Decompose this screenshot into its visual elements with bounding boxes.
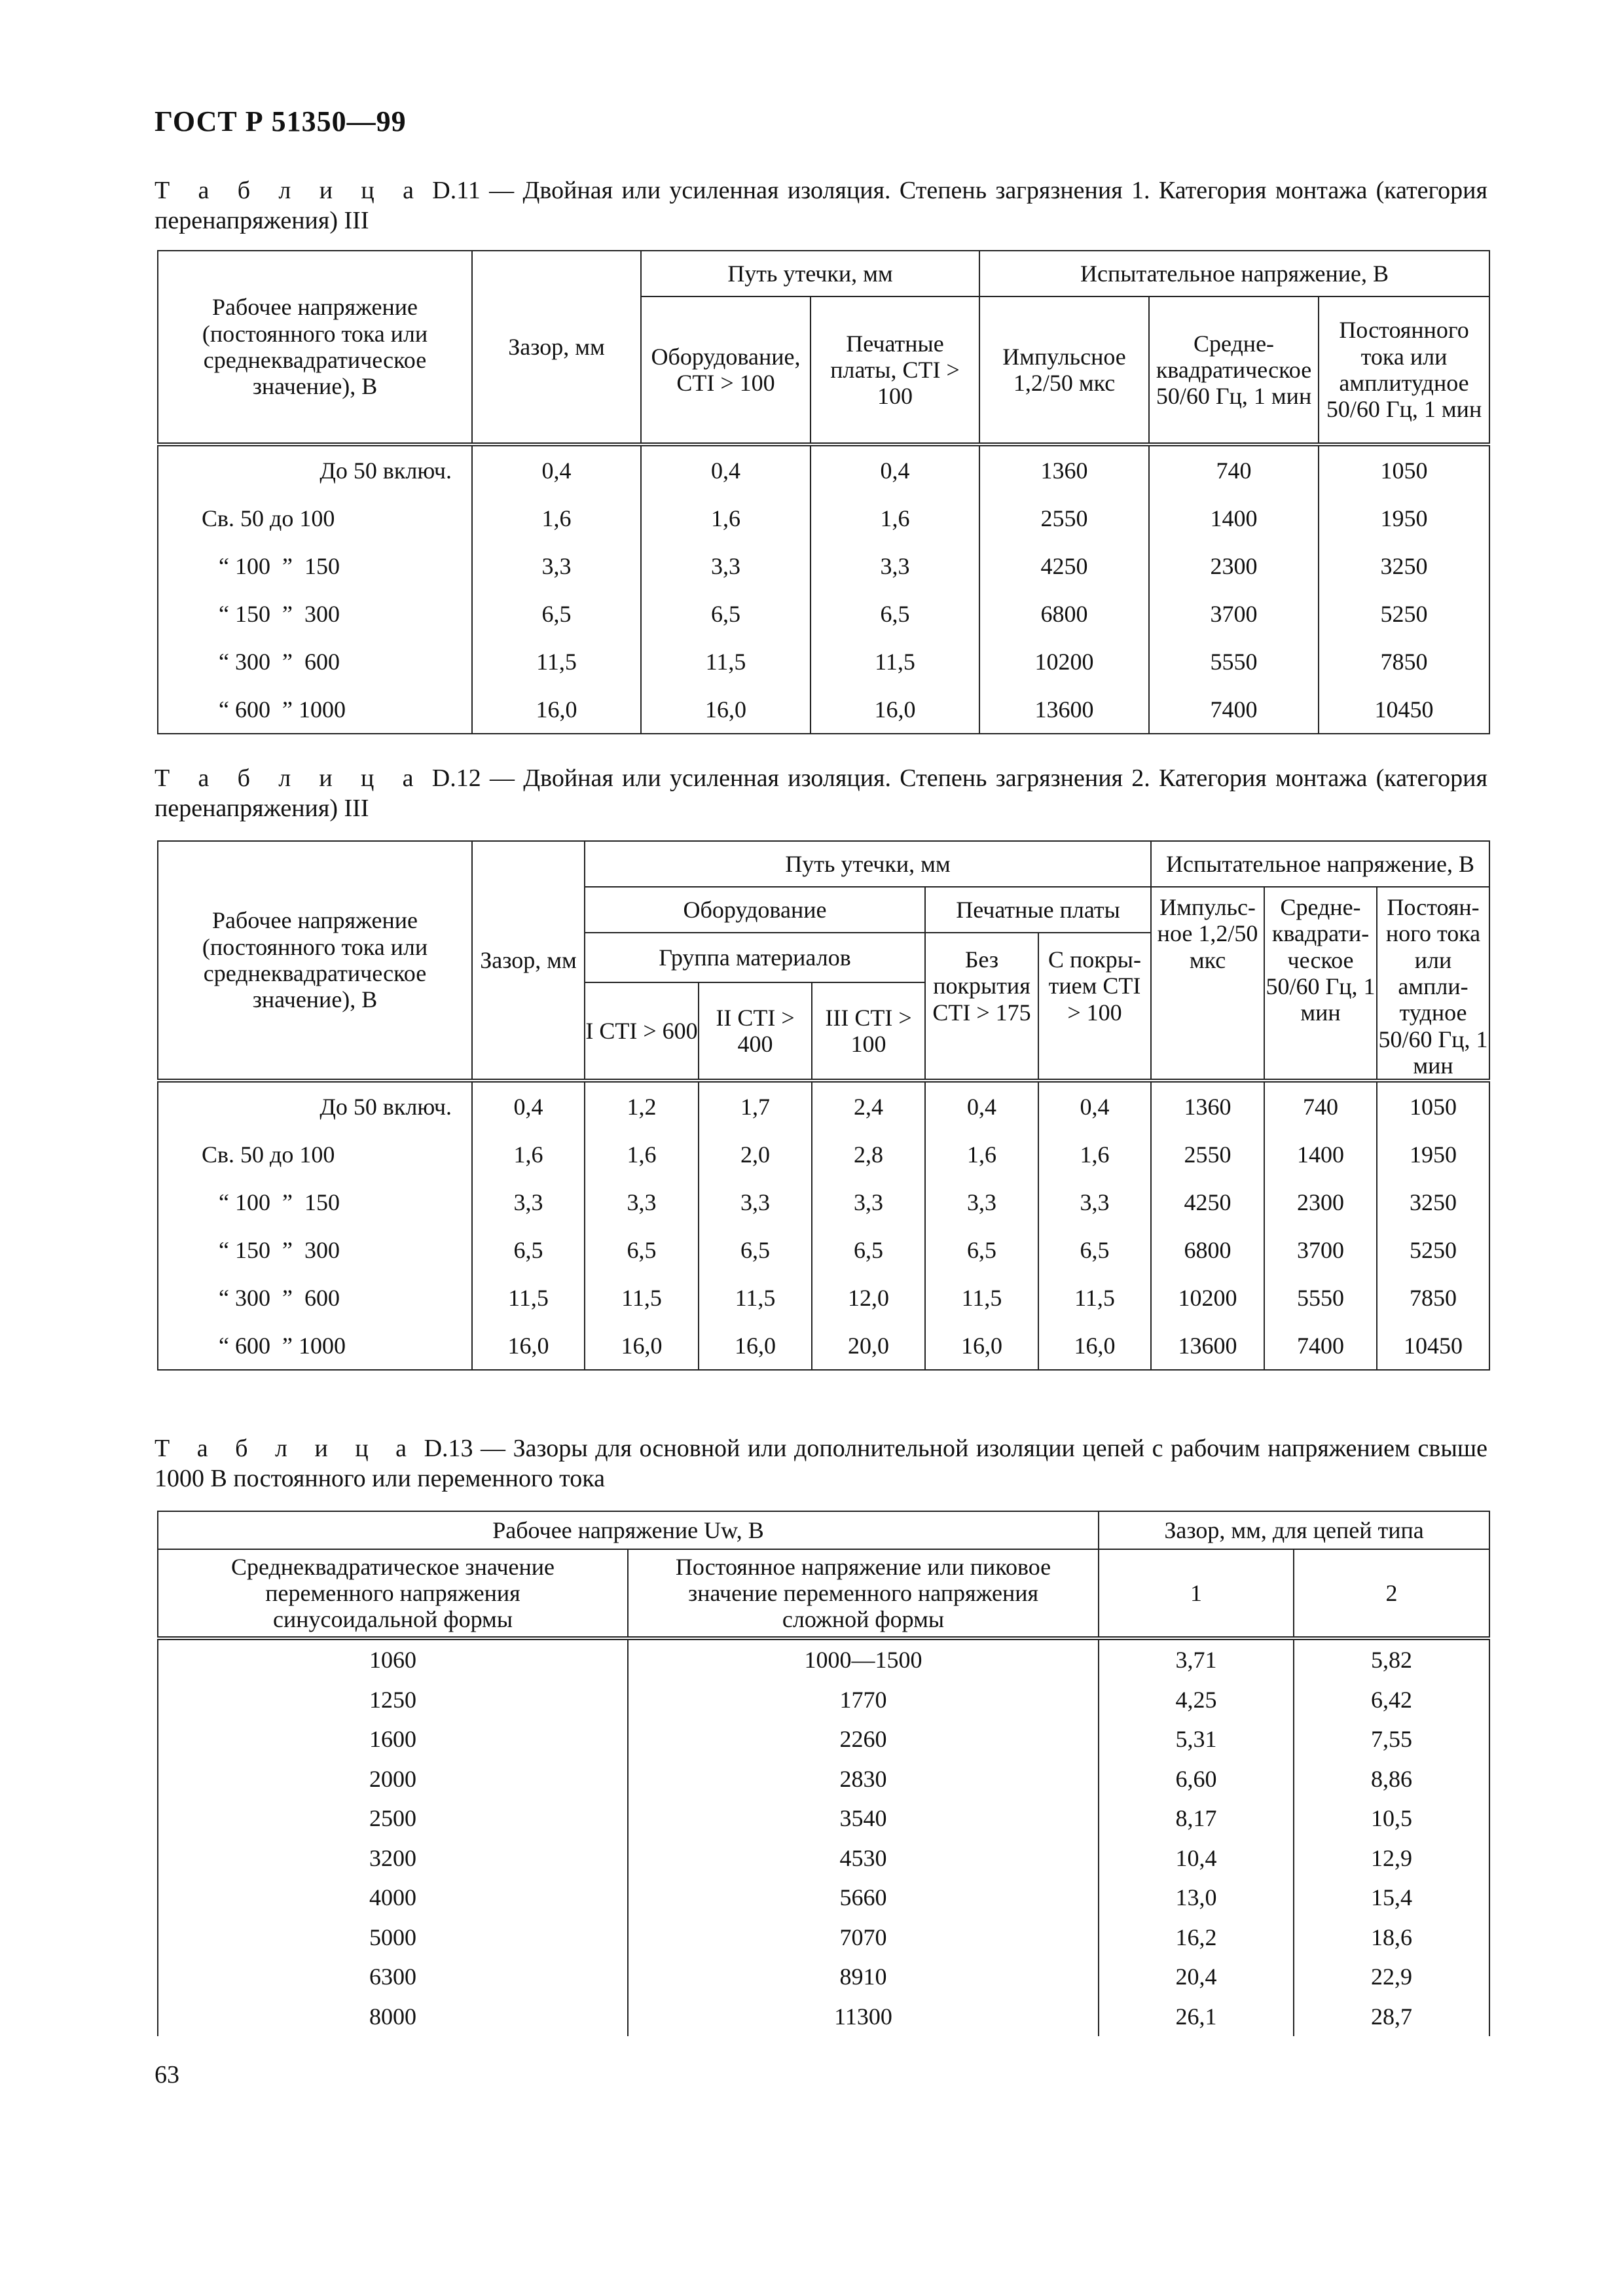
cell-type2: 18,6 xyxy=(1294,1918,1489,1958)
cell: 5250 xyxy=(1377,1226,1489,1274)
cell-type1: 6,60 xyxy=(1099,1759,1294,1799)
table-d11 xyxy=(157,250,1490,734)
header-group-3: III CTI > 100 xyxy=(812,982,925,1081)
table-row xyxy=(158,1321,1489,1370)
header-test-voltage: Испытательное напряжение, В xyxy=(1151,841,1489,887)
cell: 0,4 xyxy=(811,444,979,494)
cell-type2: 22,9 xyxy=(1294,1957,1489,1997)
cell-peak: 8910 xyxy=(628,1957,1099,1997)
header-type-2: 2 xyxy=(1294,1549,1489,1638)
cell-peak: 11300 xyxy=(628,1997,1099,2037)
cell: 16,0 xyxy=(472,685,641,734)
cell: 3,3 xyxy=(472,1178,585,1226)
table-row xyxy=(158,1799,1489,1839)
cell: 6800 xyxy=(1151,1226,1264,1274)
table-row xyxy=(158,637,1489,685)
cell: 11,5 xyxy=(472,637,641,685)
cell: 6800 xyxy=(979,590,1149,637)
header-material-group: Группа материалов xyxy=(585,933,925,982)
cell: 10200 xyxy=(1151,1274,1264,1321)
cell: 16,0 xyxy=(925,1321,1038,1370)
header-rms: Средне-квадратическое 50/60 Гц, 1 мин xyxy=(1149,296,1319,444)
header-dc: Постоян-ного тока или ампли-тудное 50/60 Гц, 1 мин xyxy=(1377,887,1489,1081)
page-number: 63 xyxy=(155,2061,179,2089)
table-row xyxy=(158,1878,1489,1918)
cell-rms: 5000 xyxy=(158,1918,628,1958)
table-row xyxy=(158,1759,1489,1799)
header-gap: Зазор, мм xyxy=(472,251,641,444)
table-row xyxy=(158,1719,1489,1759)
cell: 740 xyxy=(1264,1081,1377,1130)
table-row xyxy=(158,542,1489,590)
cell: 2300 xyxy=(1149,542,1319,590)
cell-type1: 26,1 xyxy=(1099,1997,1294,2037)
cell: 6,5 xyxy=(925,1226,1038,1274)
cell: 3,3 xyxy=(1038,1178,1151,1226)
cell: 6,5 xyxy=(812,1226,925,1274)
cell: 11,5 xyxy=(699,1274,812,1321)
cell: 7400 xyxy=(1149,685,1319,734)
cell: 1360 xyxy=(979,444,1149,494)
row-voltage: “ 300 ” 600 xyxy=(158,637,472,685)
cell: 10450 xyxy=(1319,685,1489,734)
row-voltage: До 50 включ. xyxy=(158,444,472,494)
cell: 3,3 xyxy=(472,542,641,590)
cell: 16,0 xyxy=(811,685,979,734)
cell-type1: 10,4 xyxy=(1099,1839,1294,1878)
table-row xyxy=(158,494,1489,542)
cell: 3250 xyxy=(1377,1178,1489,1226)
cell: 11,5 xyxy=(811,637,979,685)
table-label: Т а б л и ц а xyxy=(155,177,424,204)
header-equipment: Оборудование xyxy=(585,887,925,933)
header-gap: Зазор, мм xyxy=(472,841,585,1081)
cell: 1950 xyxy=(1377,1130,1489,1178)
table-row xyxy=(158,1178,1489,1226)
header-working-voltage xyxy=(158,1511,1099,1549)
cell-peak: 7070 xyxy=(628,1918,1099,1958)
table-row xyxy=(158,1997,1489,2037)
cell: 11,5 xyxy=(1038,1274,1151,1321)
row-voltage: Св. 50 до 100 xyxy=(158,1130,472,1178)
table-row xyxy=(158,590,1489,637)
table-row xyxy=(158,1081,1489,1130)
header-uncoated: Без покрытия CTI > 175 xyxy=(925,933,1038,1081)
cell: 3,3 xyxy=(585,1178,699,1226)
cell: 1,6 xyxy=(472,494,641,542)
header-equipment: Оборудование, CTI > 100 xyxy=(641,296,811,444)
cell: 12,0 xyxy=(812,1274,925,1321)
table-d13 xyxy=(157,1511,1490,2036)
header-group-2: II CTI > 400 xyxy=(699,982,812,1081)
cell: 3700 xyxy=(1264,1226,1377,1274)
cell: 13600 xyxy=(1151,1321,1264,1370)
cell: 0,4 xyxy=(472,1081,585,1130)
header-test-voltage: Испытательное напряжение, В xyxy=(979,251,1489,296)
row-voltage: Св. 50 до 100 xyxy=(158,494,472,542)
cell-peak: 1000—1500 xyxy=(628,1638,1099,1680)
caption-text: D.11 — Двойная или усиленная изоляция. Степень загрязнения 1. Категория монтажа (категория перенапряжения) III xyxy=(155,177,1487,234)
cell: 7400 xyxy=(1264,1321,1377,1370)
cell: 1400 xyxy=(1149,494,1319,542)
header-dc: Постоянного тока или амплитудное 50/60 Гц, 1 мин xyxy=(1319,296,1489,444)
cell: 10200 xyxy=(979,637,1149,685)
cell: 1,7 xyxy=(699,1081,812,1130)
cell: 2300 xyxy=(1264,1178,1377,1226)
cell: 1,6 xyxy=(641,494,811,542)
cell-type2: 7,55 xyxy=(1294,1719,1489,1759)
header-creepage: Путь утечки, мм xyxy=(641,251,979,296)
cell: 1,6 xyxy=(472,1130,585,1178)
cell-rms: 3200 xyxy=(158,1839,628,1878)
cell: 4250 xyxy=(1151,1178,1264,1226)
table-label: Т а б л и ц а xyxy=(155,1435,417,1462)
cell-type2: 15,4 xyxy=(1294,1878,1489,1918)
cell: 7850 xyxy=(1377,1274,1489,1321)
cell: 11,5 xyxy=(925,1274,1038,1321)
cell-peak: 1770 xyxy=(628,1680,1099,1720)
row-voltage: “ 600 ” 1000 xyxy=(158,1321,472,1370)
cell: 1,6 xyxy=(1038,1130,1151,1178)
cell: 5250 xyxy=(1319,590,1489,637)
cell: 2,0 xyxy=(699,1130,812,1178)
cell: 1,6 xyxy=(925,1130,1038,1178)
header-gap: Зазор, мм, для цепей типа xyxy=(1099,1511,1489,1549)
table-row xyxy=(158,444,1489,494)
header-pcb: Печатные платы, CTI > 100 xyxy=(811,296,979,444)
header-creepage: Путь утечки, мм xyxy=(585,841,1151,887)
cell-type1: 5,31 xyxy=(1099,1719,1294,1759)
table-row xyxy=(158,1130,1489,1178)
cell: 6,5 xyxy=(585,1226,699,1274)
cell-type2: 6,42 xyxy=(1294,1680,1489,1720)
cell-type2: 10,5 xyxy=(1294,1799,1489,1839)
cell-rms: 4000 xyxy=(158,1878,628,1918)
cell: 11,5 xyxy=(641,637,811,685)
cell: 1,6 xyxy=(811,494,979,542)
cell: 6,5 xyxy=(472,1226,585,1274)
table-row xyxy=(158,1680,1489,1720)
cell: 0,4 xyxy=(1038,1081,1151,1130)
cell: 3700 xyxy=(1149,590,1319,637)
row-voltage: “ 300 ” 600 xyxy=(158,1274,472,1321)
cell: 3,3 xyxy=(812,1178,925,1226)
table-label: Т а б л и ц а xyxy=(155,764,424,792)
cell: 6,5 xyxy=(1038,1226,1151,1274)
table-row xyxy=(158,1226,1489,1274)
table-row xyxy=(158,1918,1489,1958)
cell: 11,5 xyxy=(585,1274,699,1321)
header-voltage: Рабочее напряжение (постоянного тока или среднеквадратическое значение), В xyxy=(158,251,472,444)
cell: 1400 xyxy=(1264,1130,1377,1178)
cell: 2,8 xyxy=(812,1130,925,1178)
cell: 2550 xyxy=(1151,1130,1264,1178)
cell-peak: 3540 xyxy=(628,1799,1099,1839)
header-rms: Средне-квадрати-ческое 50/60 Гц, 1 мин xyxy=(1264,887,1377,1081)
cell-rms: 6300 xyxy=(158,1957,628,1997)
table-d13-caption xyxy=(155,1433,1487,1494)
cell: 1950 xyxy=(1319,494,1489,542)
cell: 6,5 xyxy=(699,1226,812,1274)
cell: 16,0 xyxy=(1038,1321,1151,1370)
cell: 6,5 xyxy=(811,590,979,637)
cell: 4250 xyxy=(979,542,1149,590)
cell-rms: 2000 xyxy=(158,1759,628,1799)
cell-type2: 12,9 xyxy=(1294,1839,1489,1878)
cell: 6,5 xyxy=(641,590,811,637)
cell: 1,2 xyxy=(585,1081,699,1130)
cell: 1050 xyxy=(1319,444,1489,494)
cell-rms: 1060 xyxy=(158,1638,628,1680)
row-voltage: До 50 включ. xyxy=(158,1081,472,1130)
cell-rms: 8000 xyxy=(158,1997,628,2037)
table-d12-caption xyxy=(155,763,1487,823)
cell-type2: 28,7 xyxy=(1294,1997,1489,2037)
cell-type1: 16,2 xyxy=(1099,1918,1294,1958)
cell: 10450 xyxy=(1377,1321,1489,1370)
cell-type2: 8,86 xyxy=(1294,1759,1489,1799)
header-type-1: 1 xyxy=(1099,1549,1294,1638)
cell: 0,4 xyxy=(641,444,811,494)
cell-peak: 5660 xyxy=(628,1878,1099,1918)
cell: 16,0 xyxy=(699,1321,812,1370)
table-d11-caption xyxy=(155,175,1487,236)
header-impulse: Импульс-ное 1,2/50 мкс xyxy=(1151,887,1264,1081)
cell: 20,0 xyxy=(812,1321,925,1370)
cell: 3250 xyxy=(1319,542,1489,590)
cell: 5550 xyxy=(1264,1274,1377,1321)
row-voltage: “ 600 ” 1000 xyxy=(158,685,472,734)
row-voltage: “ 100 ” 150 xyxy=(158,542,472,590)
cell: 16,0 xyxy=(472,1321,585,1370)
cell-type2: 5,82 xyxy=(1294,1638,1489,1680)
table-d12 xyxy=(157,840,1490,1371)
cell-rms: 1600 xyxy=(158,1719,628,1759)
cell: 3,3 xyxy=(811,542,979,590)
cell-peak: 2260 xyxy=(628,1719,1099,1759)
row-voltage: “ 150 ” 300 xyxy=(158,1226,472,1274)
cell: 3,3 xyxy=(925,1178,1038,1226)
cell: 3,3 xyxy=(641,542,811,590)
header-voltage: Рабочее напряжение (постоянного тока или среднеквадратическое значение), В xyxy=(158,841,472,1081)
cell-rms: 1250 xyxy=(158,1680,628,1720)
cell: 0,4 xyxy=(925,1081,1038,1130)
table-row xyxy=(158,685,1489,734)
row-voltage: “ 150 ” 300 xyxy=(158,590,472,637)
cell-type1: 4,25 xyxy=(1099,1680,1294,1720)
cell: 16,0 xyxy=(641,685,811,734)
header-impulse: Импульсное 1,2/50 мкс xyxy=(979,296,1149,444)
cell-type1: 13,0 xyxy=(1099,1878,1294,1918)
cell: 1360 xyxy=(1151,1081,1264,1130)
cell: 1,6 xyxy=(585,1130,699,1178)
working-voltage-label: Рабочее напряжение Uw, В xyxy=(492,1516,764,1543)
table-row xyxy=(158,1839,1489,1878)
cell-type1: 3,71 xyxy=(1099,1638,1294,1680)
page-header: ГОСТ Р 51350—99 xyxy=(155,105,407,137)
table-row xyxy=(158,1957,1489,1997)
cell: 0,4 xyxy=(472,444,641,494)
cell-rms: 2500 xyxy=(158,1799,628,1839)
cell: 2,4 xyxy=(812,1081,925,1130)
cell: 1050 xyxy=(1377,1081,1489,1130)
caption-text: D.13 — Зазоры для основной или дополнительной изоляции цепей с рабочим напряжением свыше 1000 В постоянного или переменного тока xyxy=(155,1435,1488,1492)
cell: 7850 xyxy=(1319,637,1489,685)
cell-type1: 20,4 xyxy=(1099,1957,1294,1997)
cell: 3,3 xyxy=(699,1178,812,1226)
caption-text: D.12 — Двойная или усиленная изоляция. Степень загрязнения 2. Категория монтажа (категория перенапряжения) III xyxy=(155,764,1488,822)
cell: 2550 xyxy=(979,494,1149,542)
cell-peak: 2830 xyxy=(628,1759,1099,1799)
header-coated: С покры-тием CTI > 100 xyxy=(1038,933,1151,1081)
cell-peak: 4530 xyxy=(628,1839,1099,1878)
cell: 5550 xyxy=(1149,637,1319,685)
cell-type1: 8,17 xyxy=(1099,1799,1294,1839)
cell: 11,5 xyxy=(472,1274,585,1321)
row-voltage: “ 100 ” 150 xyxy=(158,1178,472,1226)
header-peak: Постоянное напряжение или пиковое значение переменного напряжения сложной формы xyxy=(628,1549,1099,1638)
table-row xyxy=(158,1274,1489,1321)
cell: 740 xyxy=(1149,444,1319,494)
cell: 13600 xyxy=(979,685,1149,734)
header-group-1: I CTI > 600 xyxy=(585,982,699,1081)
table-row xyxy=(158,1638,1489,1680)
cell: 6,5 xyxy=(472,590,641,637)
cell: 16,0 xyxy=(585,1321,699,1370)
header-rms: Среднеквадратическое значение переменного напряжения синусоидальной формы xyxy=(158,1549,628,1638)
header-pcb: Печатные платы xyxy=(925,887,1151,933)
